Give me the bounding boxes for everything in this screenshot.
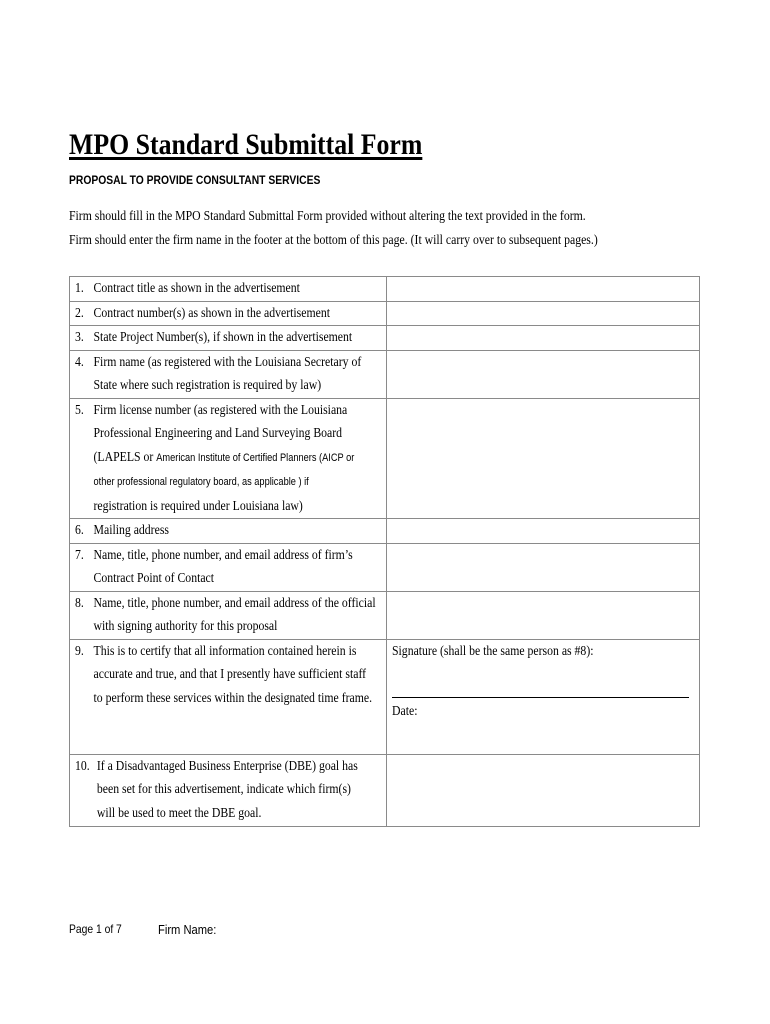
item-label-line: Firm license number (as registered with the Louisiana: [93, 402, 348, 418]
item-label-line: Name, title, phone number, and email address of the official: [93, 595, 376, 611]
item-label-line: been set for this advertisement, indicate which firm(s): [96, 782, 351, 797]
item-label: Contract number(s) as shown in the advertisement: [93, 305, 330, 321]
item-label-line: This is to certify that all information contained herein is: [93, 643, 357, 659]
table-row: [70, 754, 700, 826]
item-number: 1.: [75, 281, 84, 296]
row-6-label-cell: [70, 519, 387, 544]
state-project-number-field[interactable]: [387, 326, 700, 351]
submittal-form-table: [69, 276, 700, 827]
item-number: 3.: [75, 330, 84, 345]
item-label-line: accurate and true, and that I presently have sufficient staff: [93, 667, 367, 682]
signing-official-field[interactable]: [387, 591, 700, 639]
row-3-label-cell: [70, 326, 387, 351]
signature-cell: [387, 639, 700, 754]
item-label: Mailing address: [93, 523, 169, 538]
date-label: Date:: [392, 704, 418, 719]
row-5-label-cell: [70, 398, 387, 519]
signature-line[interactable]: [392, 697, 689, 698]
row-10-label-cell: [70, 754, 387, 826]
item-label-line: will be used to meet the DBE goal.: [96, 805, 262, 821]
page-subtitle: PROPOSAL TO PROVIDE CONSULTANT SERVICES: [69, 173, 321, 187]
item-label-line: to perform these services within the designated time frame.: [93, 690, 373, 706]
item-number: 9.: [75, 643, 84, 659]
table-row: [70, 277, 700, 302]
instruction-line-2: Firm should enter the firm name in the footer at the bottom of this page. (It will carry over to subsequent pages.): [69, 233, 598, 248]
item-number: 2.: [75, 305, 84, 321]
item-label-line: Name, title, phone number, and email address of firm’s: [93, 547, 353, 563]
item-number: 7.: [75, 547, 84, 563]
item-label-line: American Institute of Certified Planners (AICP or: [156, 451, 355, 464]
contract-title-field[interactable]: [387, 277, 700, 302]
item-number: 5.: [75, 402, 84, 418]
mailing-address-field[interactable]: [387, 519, 700, 544]
table-row: [70, 591, 700, 639]
table-row: [70, 639, 700, 754]
item-number: 10.: [75, 758, 90, 774]
firm-name-field[interactable]: [387, 350, 700, 398]
item-label-line: other professional regulatory board, as applicable ) if: [93, 476, 309, 488]
table-row: [70, 398, 700, 519]
item-label-line: If a Disadvantaged Business Enterprise (DBE) goal has: [96, 758, 358, 774]
firm-name-footer-label: Firm Name:: [158, 922, 217, 937]
table-row: [70, 543, 700, 591]
signature-label: Signature (shall be the same person as #8):: [392, 643, 594, 659]
table-row: [70, 326, 700, 351]
item-label-line: with signing authority for this proposal: [93, 619, 278, 634]
row-7-label-cell: [70, 543, 387, 591]
row-8-label-cell: [70, 591, 387, 639]
item-label-line: Professional Engineering and Land Surveying Board: [93, 426, 343, 441]
page-title: MPO Standard Submittal Form: [69, 128, 423, 161]
row-4-label-cell: [70, 350, 387, 398]
instruction-line-1: Firm should fill in the MPO Standard Submittal Form provided without altering the text provided in the form.: [69, 209, 586, 224]
contract-number-field[interactable]: [387, 301, 700, 326]
row-2-label-cell: [70, 301, 387, 326]
item-label-line: Contract Point of Contact: [93, 571, 215, 586]
item-number: 6.: [75, 523, 84, 538]
item-label-line: (LAPELS or: [93, 449, 157, 465]
item-number: 8.: [75, 595, 84, 611]
item-label-line: Firm name (as registered with the Louisiana Secretary of: [93, 354, 362, 370]
row-1-label-cell: [70, 277, 387, 302]
item-label-line: State where such registration is required by law): [93, 378, 322, 393]
row-9-label-cell: [70, 639, 387, 754]
item-label: State Project Number(s), if shown in the advertisement: [93, 330, 353, 345]
page-number: Page 1 of 7: [69, 922, 122, 936]
item-label: Contract title as shown in the advertisement: [93, 281, 300, 296]
table-row: [70, 301, 700, 326]
table-row: [70, 519, 700, 544]
dbe-firms-field[interactable]: [387, 754, 700, 826]
item-label-line: registration is required under Louisiana law): [93, 498, 303, 514]
firm-license-number-field[interactable]: [387, 398, 700, 519]
table-row: [70, 350, 700, 398]
point-of-contact-field[interactable]: [387, 543, 700, 591]
item-number: 4.: [75, 354, 84, 370]
